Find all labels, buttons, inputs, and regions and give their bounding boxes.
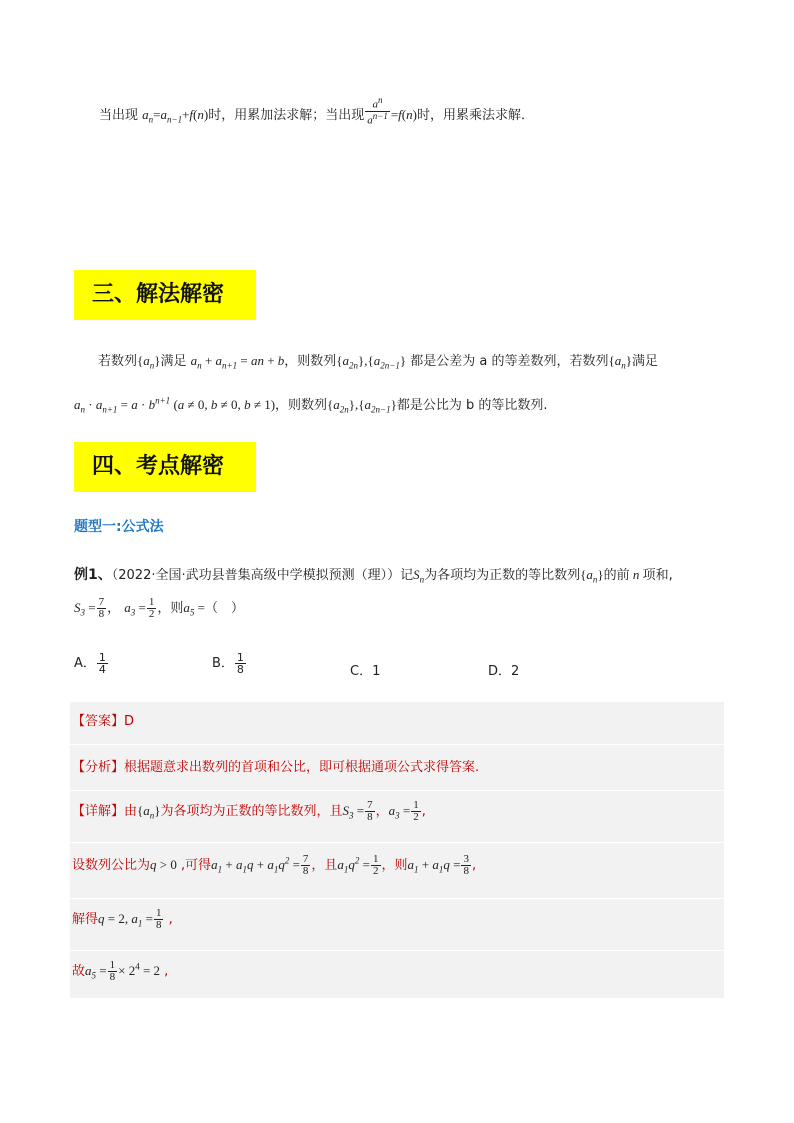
type-label-text: 题型一:公式法 <box>74 519 164 535</box>
option-a <box>74 652 109 675</box>
example-text: 项和, <box>642 568 673 583</box>
detail-text: 设数列公比为 <box>72 858 151 873</box>
answer-value: D <box>124 714 135 729</box>
method-text: ，则数列 <box>284 354 337 369</box>
intro-mid: 时，用累加法求解；当出现 <box>208 108 365 123</box>
example-1-line-2: $S_3$ = $\frac{7}{8}$ ， $a_3$ = $\frac{1}{2}$ ，则$a_5$ =（ ） <box>74 596 244 620</box>
option-value: 1 <box>372 664 381 679</box>
option-letter: A． <box>74 656 96 671</box>
option-num: 1 <box>98 651 106 664</box>
method-line-2: $a_n \cdot a_{n+1} = a \cdot b^{n+1}$ (a ≠ 0, b ≠ 0, b ≠ 1)，则数列$\{a_{2n}\},\{a_{2n-1}\}$都是公比为 b 的等比数列. <box>74 395 548 415</box>
example-text: 的前 <box>603 568 630 583</box>
answer-line <box>72 710 134 729</box>
detail-line-2: 设数列公比为q > 0 ,可得$a_1 + a_1q + a_1q^2$ = $\frac{7}{8}$ ，且$a_1q^2$ = $\frac{1}{2}$ ，则$a_1 + a_1q$ = $\frac{3}{8}$ , <box>72 853 477 877</box>
example-source: （2022·全国·武功县普集高级中学模拟预测（理））记 <box>111 568 414 583</box>
option-c <box>350 660 380 679</box>
option-letter: D． <box>488 664 512 679</box>
option-value: 2 <box>511 664 520 679</box>
example-text: 为各项均为正数的等比数列 <box>424 568 581 583</box>
detail-text: 由 <box>124 804 138 819</box>
section3-title: 三、解法解密 <box>92 282 225 307</box>
example-text: ，则 <box>157 601 184 616</box>
detail-text: 故 <box>72 964 86 979</box>
intro-line: 当出现 $a_n=a_{n-1}+f(n)$时，用累加法求解；当出现 $\frac{a^n}{a^{n-1}}$ =f(n)时，用累乘法求解． <box>99 95 534 127</box>
option-den: 8 <box>236 663 244 676</box>
intro-suffix: 时，用累乘法求解． <box>416 108 534 123</box>
example-paren: （ ） <box>204 601 244 616</box>
detail-text: ,可得 <box>176 858 212 873</box>
solution-box <box>70 702 724 998</box>
analysis-text: 根据题意求出数列的首项和公比，即可根据通项公式求得答案. <box>124 760 480 775</box>
detail-text: ，且 <box>311 858 338 873</box>
example-label: 例1、 <box>74 567 112 583</box>
analysis-line <box>72 756 479 775</box>
example-1-line-1: 例1、（2022·全国·武功县普集高级中学模拟预测（理））记$S_n$为各项均为正数的等比数列$\{a_n\}$的前 n 项和, <box>74 567 673 585</box>
section4-title: 四、考点解密 <box>92 454 225 479</box>
analysis-tag: 【分析】 <box>72 760 125 775</box>
option-b <box>212 652 247 675</box>
method-text: ，则数列 <box>275 398 328 413</box>
type-label <box>74 516 164 536</box>
detail-text: ，则 <box>381 858 408 873</box>
option-num: 1 <box>236 651 244 664</box>
detail-line-4: 故$a_5$ = $\frac{1}{8}$ × $2^4 = 2$ , <box>72 959 169 983</box>
detail-text: 为各项均为正数的等比数列，且 <box>160 804 343 819</box>
example-text: ， <box>107 601 121 616</box>
detail-text: 解得 <box>72 912 99 927</box>
option-den: 4 <box>98 663 106 676</box>
detail-line-1: 【详解】由$\{a_n\}$为各项均为正数的等比数列，且$S_3$ = $\frac{7}{8}$ ，$a_3$ = $\frac{1}{2}$ , <box>72 799 426 823</box>
method-text: 都是公比为 b 的等比数列. <box>396 398 548 413</box>
method-text: 满足 <box>160 354 187 369</box>
section-banner-4 <box>74 442 256 492</box>
option-letter: C． <box>350 664 373 679</box>
method-text: 满足 <box>632 354 659 369</box>
option-d <box>488 660 519 679</box>
detail-tag: 【详解】 <box>72 804 125 819</box>
method-text: 都是公差为 a 的等差数列，若数列 <box>410 354 609 369</box>
answer-tag: 【答案】 <box>72 714 125 729</box>
intro-prefix: 当出现 <box>99 108 139 123</box>
method-line-1: 若数列$\{a_n\}$满足 $a_n + a_{n+1}$ = an + b，则数列$\{a_{2n}\},\{a_{2n-1}\}$ 都是公差为 a 的等差数列，若数列$\{a_n\}$满足 <box>98 353 659 371</box>
method-text: 若数列 <box>98 354 138 369</box>
option-letter: B． <box>212 656 234 671</box>
section-banner-3 <box>74 270 256 320</box>
detail-line-3: 解得q = 2, $a_1$ = $\frac{1}{8}$ , <box>72 907 173 931</box>
